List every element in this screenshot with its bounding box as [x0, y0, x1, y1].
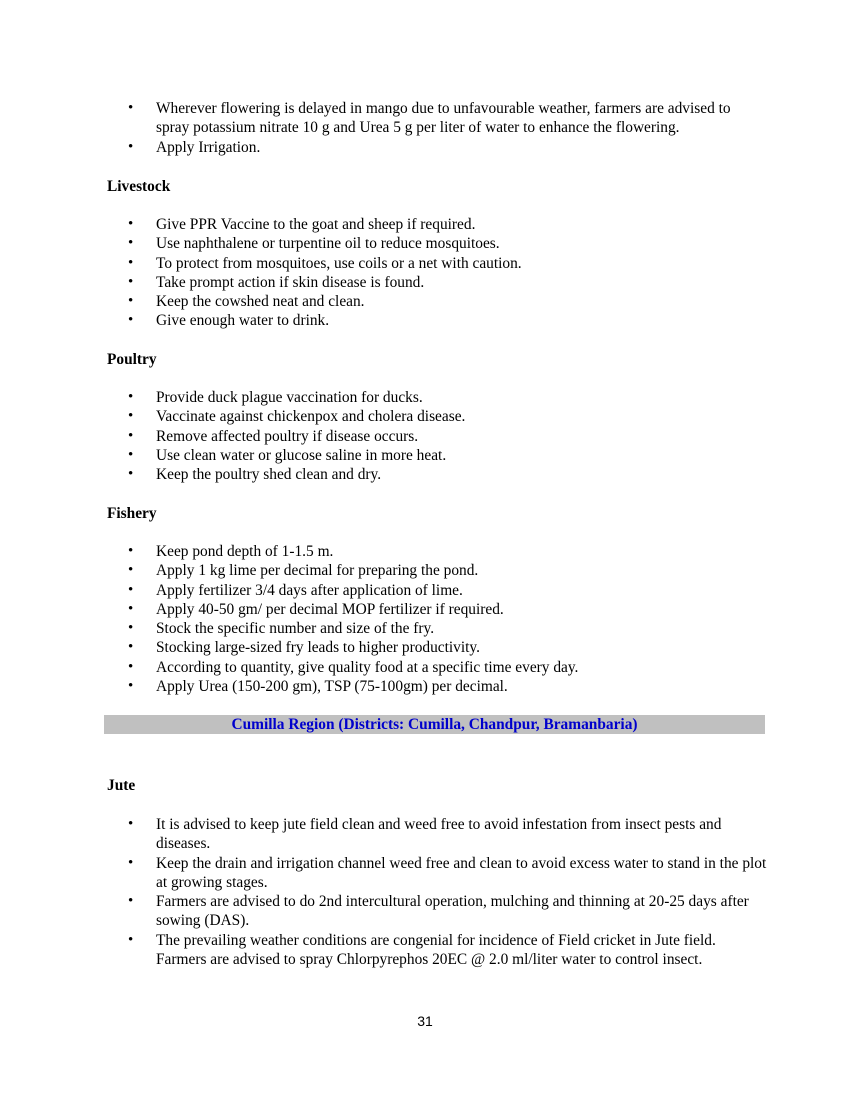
list-item: • Use naphthalene or turpentine oil to reduce mosquitoes.: [128, 235, 500, 253]
bullet-icon: •: [128, 235, 134, 252]
livestock-list: [107, 215, 767, 331]
list-item: • Apply 1 kg lime per decimal for preparing the pond.: [128, 562, 479, 580]
bullet-icon: •: [128, 854, 134, 871]
list-item: • Remove affected poultry if disease occurs.: [128, 427, 419, 445]
list-item: • The prevailing weather conditions are congenial for incidence of Field cricket in Jute field. Farmers are advised to spray Chlorpyrephos 20EC @ 2.0 ml/liter water to control insect.: [128, 931, 716, 969]
bullet-icon: •: [128, 138, 134, 155]
list-item: • To protect from mosquitoes, use coils or a net with caution.: [128, 254, 522, 272]
list-item: • Stock the specific number and size of the fry.: [128, 620, 435, 638]
region-banner: Cumilla Region (Districts: Cumilla, Chandpur, Bramanbaria): [104, 715, 765, 734]
bullet-icon: •: [128, 100, 134, 116]
bullet-icon: •: [128, 408, 134, 425]
bullet-icon: •: [128, 893, 134, 910]
list-item: • Use clean water or glucose saline in more heat.: [128, 446, 447, 464]
list-item: • Keep the cowshed neat and clean.: [128, 293, 365, 311]
fishery-list: [107, 542, 767, 696]
bullet-icon: •: [128, 581, 134, 598]
bullet-icon: •: [128, 273, 134, 290]
bullet-icon: •: [128, 293, 134, 310]
bullet-icon: •: [128, 389, 134, 405]
bullet-icon: •: [128, 427, 134, 444]
bullet-icon: •: [128, 816, 134, 832]
section-heading-poultry: Poultry: [107, 351, 157, 368]
list-item: • Give enough water to drink.: [128, 312, 330, 330]
list-item: • Vaccinate against chickenpox and cholera disease.: [128, 408, 466, 426]
poultry-list: [107, 388, 767, 484]
bullet-icon: •: [128, 658, 134, 675]
list-item: • Stocking large-sized fry leads to higher productivity.: [128, 639, 480, 657]
bullet-icon: •: [128, 254, 134, 271]
bullet-icon: •: [128, 543, 134, 559]
bullet-icon: •: [128, 620, 134, 637]
list-item: • Keep the poultry shed clean and dry.: [128, 466, 382, 484]
list-item: • Keep the drain and irrigation channel weed free and clean to avoid excess water to stand in the plot at growing stages.: [128, 854, 767, 891]
bullet-icon: •: [128, 600, 134, 617]
bullet-icon: •: [128, 678, 134, 695]
bullet-icon: •: [128, 466, 134, 483]
section-heading-livestock: Livestock: [107, 178, 171, 195]
bullet-icon: •: [128, 931, 134, 948]
list-item: • Keep pond depth of 1-1.5 m.: [128, 543, 334, 560]
bullet-icon: •: [128, 216, 134, 232]
bullet-icon: •: [128, 639, 134, 656]
list-item: • Provide duck plague vaccination for ducks.: [128, 389, 423, 406]
bullet-icon: •: [128, 562, 134, 579]
list-item: • Give PPR Vaccine to the goat and sheep if required.: [128, 216, 476, 233]
list-item: • Apply fertilizer 3/4 days after application of lime.: [128, 581, 463, 599]
section-heading-jute: Jute: [107, 777, 136, 794]
intro-bullet-list: [107, 99, 767, 157]
list-item: • Take prompt action if skin disease is found.: [128, 273, 425, 291]
list-item: • Wherever flowering is delayed in mango due to unfavourable weather, farmers are advised to spray potassium nitrate 10 g and Urea 5 g per liter of water to enhance the flowering.: [128, 100, 731, 137]
jute-list: [107, 815, 767, 969]
list-item: • Apply 40-50 gm/ per decimal MOP fertilizer if required.: [128, 600, 504, 618]
list-item: • Farmers are advised to do 2nd intercultural operation, mulching and thinning at 20-25 days after sowing (DAS).: [128, 893, 749, 930]
list-item: • According to quantity, give quality food at a specific time every day.: [128, 658, 579, 676]
bullet-icon: •: [128, 446, 134, 463]
section-heading-fishery: Fishery: [107, 505, 157, 522]
list-item: • It is advised to keep jute field clean and weed free to avoid infestation from insect pests and diseases.: [128, 816, 722, 853]
list-item: • Apply Irrigation.: [128, 138, 261, 156]
list-item: • Apply Urea (150-200 gm), TSP (75-100gm) per decimal.: [128, 678, 508, 696]
bullet-icon: •: [128, 312, 134, 329]
page-number: 31: [417, 1013, 433, 1029]
